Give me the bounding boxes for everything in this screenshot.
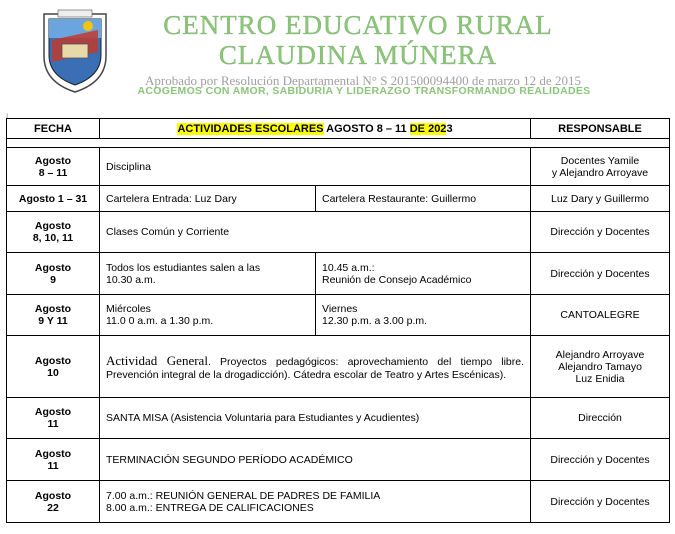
date-line: Agosto: [34, 406, 72, 418]
activity-description: . Proyectos pedagógicos: aprovechamiento del tiempo libre. Prevención integral de la drogadicción). Cátedra escolar de Teatro y Artes Escénicas).: [106, 355, 524, 381]
activity-cell: [100, 336, 531, 398]
activity-line: Miércoles: [106, 303, 151, 315]
column-header-responsable: RESPONSABLE: [531, 119, 670, 139]
activity-line: 7.00 a.m.: REUNIÓN GENERAL DE PADRES DE FAMILIA: [106, 489, 381, 502]
responsible-cell: Dirección y Docentes: [531, 439, 670, 481]
responsible-cell: [531, 148, 670, 186]
date-line: Agosto: [34, 261, 72, 274]
table-row: [7, 295, 670, 336]
date-cell: [7, 212, 100, 253]
date-cell: [7, 295, 100, 336]
responsible-line: Luz Enidia: [575, 372, 625, 385]
activity-cell: [100, 481, 531, 523]
date-cell: [7, 336, 100, 398]
column-header-actividades: [100, 119, 531, 139]
table-row: [7, 336, 670, 398]
activity-cell: Disciplina: [100, 148, 531, 186]
responsible-line: y Alejandro Arroyave: [551, 166, 649, 179]
activity-cell: Clases Común y Corriente: [100, 212, 531, 253]
responsible-cell: CANTOALEGRE: [531, 295, 670, 336]
date-cell: [7, 398, 100, 439]
activity-cell: Cartelera Entrada: Luz Dary: [100, 186, 316, 212]
responsible-cell: [531, 336, 670, 398]
column-header-fecha: FECHA: [7, 119, 100, 139]
date-line: Agosto: [34, 489, 72, 502]
activity-line: Reunión de Consejo Académico: [322, 273, 472, 286]
activity-line: 8.00 a.m.: ENTREGA DE CALIFICACIONES: [106, 501, 314, 514]
date-line: 9 Y 11: [38, 315, 68, 327]
date-line: 10: [47, 366, 59, 379]
activity-cell: [100, 253, 316, 295]
responsible-cell: Dirección: [531, 398, 670, 439]
activity-cell: [316, 295, 531, 336]
activity-line: Todos los estudiantes salen a las: [106, 261, 261, 274]
spacer-cell: [7, 139, 670, 148]
activity-cell: SANTA MISA (Asistencia Voluntaria para Estudiantes y Acudientes): [100, 398, 531, 439]
activity-cell: [316, 253, 531, 295]
table-row: [7, 253, 670, 295]
responsible-line: Docentes Yamile: [560, 154, 640, 167]
table-row: [7, 186, 670, 212]
document-header: [0, 0, 675, 110]
header-text-4: 3: [446, 122, 453, 135]
table-row: [7, 439, 670, 481]
date-cell: [7, 439, 100, 481]
activity-cell: [100, 295, 316, 336]
date-line: Agosto: [34, 447, 72, 460]
header-highlight-3: DE 202: [409, 122, 447, 135]
table-row: [7, 148, 670, 186]
school-name-line2: CLAUDINA MÚNERA: [218, 40, 498, 70]
date-cell: [7, 253, 100, 295]
responsible-cell: Dirección y Docentes: [531, 481, 670, 523]
responsible-line: Alejandro Tamayo: [558, 360, 642, 373]
table-row: [7, 481, 670, 523]
date-line: Agosto: [34, 303, 72, 315]
date-line: 8, 10, 11: [32, 232, 74, 244]
spacer-row: [7, 139, 670, 148]
responsible-line: Alejandro Arroyave: [555, 348, 645, 361]
date-cell: [7, 148, 100, 186]
school-motto: ACOGEMOS CON AMOR, SABIDURÍA Y LIDERAZGO TRANSFORMANDO REALIDADES: [137, 85, 591, 97]
activity-line: 10.45 a.m.:: [322, 261, 375, 274]
schedule-table: [6, 118, 670, 523]
responsible-cell: Dirección y Docentes: [531, 212, 670, 253]
date-line: Agosto: [34, 220, 72, 232]
date-line: 9: [50, 273, 56, 286]
header-text-2: AGOSTO 8 – 11: [323, 122, 410, 135]
date-line: Agosto: [34, 154, 72, 167]
activity-line: Viernes: [322, 303, 358, 315]
activity-cell: Cartelera Restaurante: Guillermo: [316, 186, 531, 212]
date-cell: Agosto 1 – 31: [7, 186, 100, 212]
date-cell: [7, 481, 100, 523]
header-row: [7, 119, 670, 139]
activity-title: Actividad General: [106, 352, 208, 368]
date-line: 8 – 11: [38, 166, 68, 179]
table-row: [7, 398, 670, 439]
school-logo: [40, 8, 110, 94]
date-line: 11: [47, 418, 59, 430]
table-row: [7, 212, 670, 253]
date-line: 11: [47, 459, 59, 472]
approval-resolution: Aprobado por Resolución Departamental N° S 201500094400 de marzo 12 de 2015: [145, 73, 581, 88]
responsible-cell: Dirección y Docentes: [531, 253, 670, 295]
date-line: Agosto: [34, 354, 72, 367]
activity-cell: TERMINACIÓN SEGUNDO PERÍODO ACADÉMICO: [100, 439, 531, 481]
paragraph-mark: ı: [6, 111, 9, 120]
responsible-cell: Luz Dary y Guillermo: [531, 186, 670, 212]
header-highlight-1: ACTIVIDADES ESCOLARES: [177, 122, 324, 135]
date-line: 22: [47, 501, 59, 514]
activity-line: 11.0 0 a.m. a 1.30 p.m.: [106, 315, 214, 327]
activity-line: 10.30 a.m.: [106, 273, 156, 286]
school-name-line1: CENTRO EDUCATIVO RURAL: [163, 10, 553, 40]
activity-line: 12.30 p.m. a 3.00 p.m.: [322, 315, 428, 327]
